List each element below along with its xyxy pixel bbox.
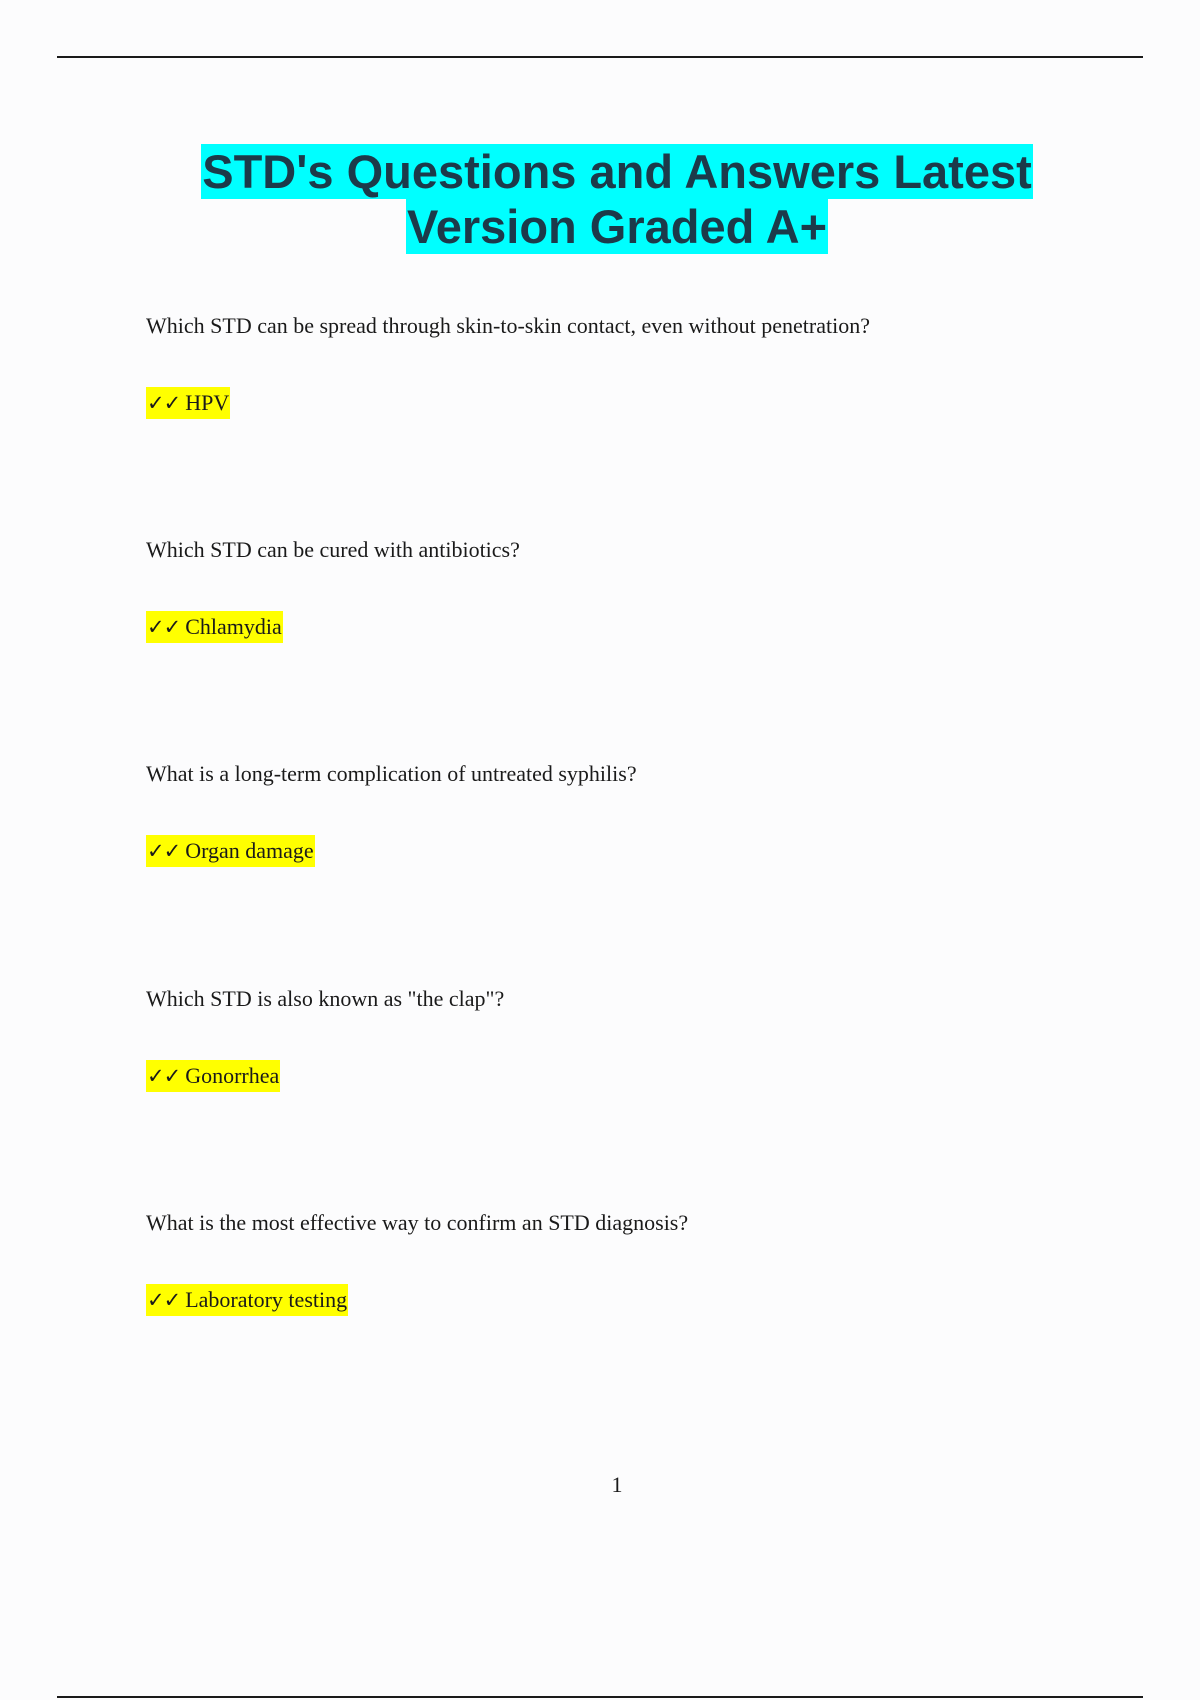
answer-text: HPV — [185, 390, 230, 415]
answer-highlight — [146, 1284, 348, 1316]
answer-highlight — [146, 387, 230, 419]
double-check-icon: ✓✓ — [147, 1288, 181, 1312]
qa-item — [146, 312, 1146, 415]
question-text: Which STD can be spread through skin-to-skin contact, even without penetration? — [146, 313, 870, 338]
qa-item — [146, 536, 1146, 639]
answer-highlight — [146, 611, 283, 643]
question-text: What is a long-term complication of untreated syphilis? — [146, 761, 637, 786]
double-check-icon: ✓✓ — [147, 391, 181, 415]
page-number: 1 — [611, 1472, 623, 1497]
answer-text: Chlamydia — [185, 614, 282, 639]
qa-item — [146, 760, 1146, 863]
question-text: What is the most effective way to confirm an STD diagnosis? — [146, 1210, 689, 1235]
top-rule — [57, 56, 1143, 58]
answer-highlight — [146, 835, 315, 867]
bottom-rule — [57, 1696, 1143, 1698]
answer-text: Laboratory testing — [185, 1287, 348, 1312]
double-check-icon: ✓✓ — [147, 839, 181, 863]
answer-highlight — [146, 1060, 280, 1092]
answer-text: Gonorrhea — [185, 1063, 280, 1088]
question-text: Which STD can be cured with antibiotics? — [146, 537, 520, 562]
question-text: Which STD is also known as "the clap"? — [146, 986, 505, 1011]
title-line-1: STD's Questions and Answers Latest — [202, 145, 1032, 198]
title-line-2: Version Graded A+ — [406, 200, 828, 253]
answer-text: Organ damage — [185, 838, 314, 863]
qa-item — [146, 1209, 1146, 1312]
double-check-icon: ✓✓ — [147, 1064, 181, 1088]
document-title — [0, 144, 1200, 254]
qa-item — [146, 985, 1146, 1088]
double-check-icon: ✓✓ — [147, 615, 181, 639]
